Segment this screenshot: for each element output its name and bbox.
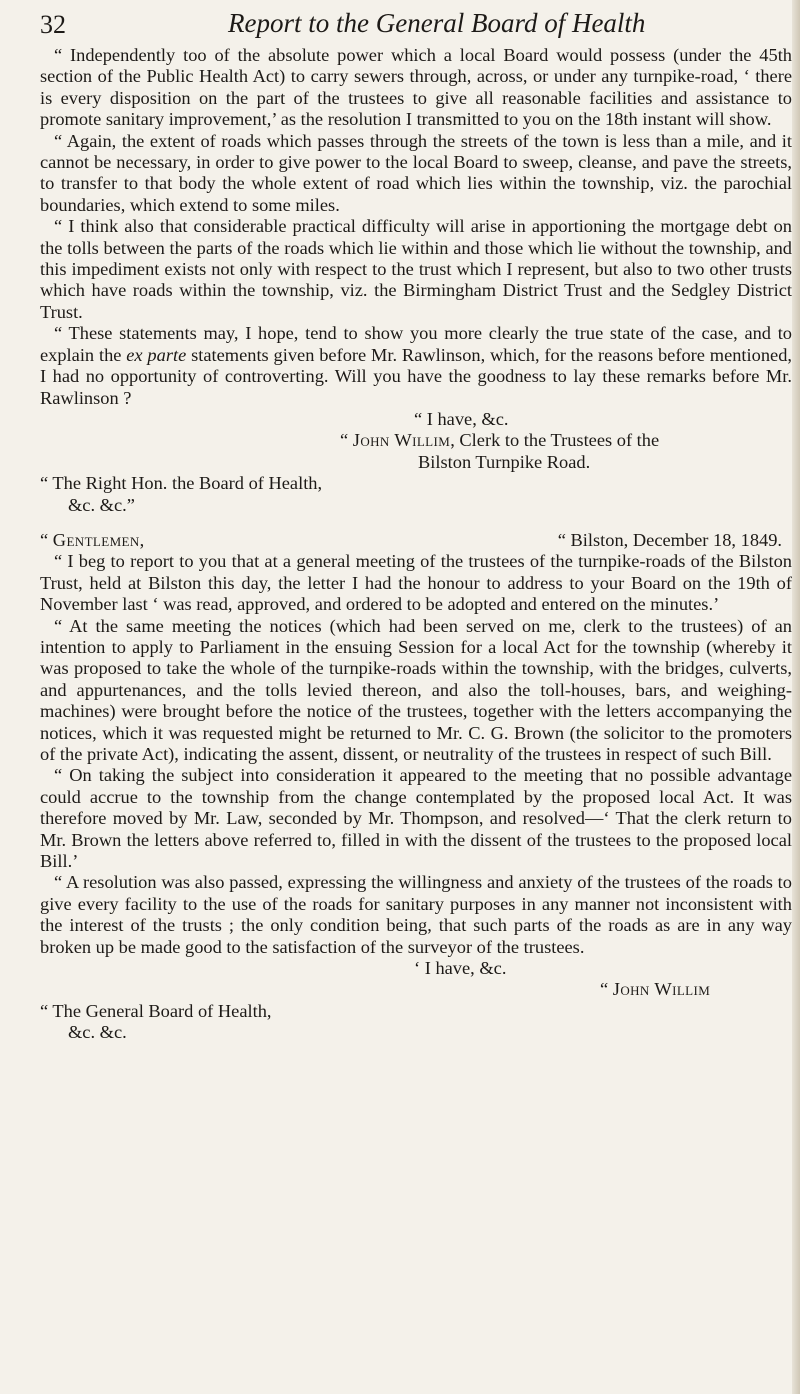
letter1-closing: “ I have, &c. <box>414 408 509 429</box>
letter1-signer-title: , Clerk to the Trustees of the <box>450 430 660 451</box>
letter2-paragraph-1: “ I beg to report to you that at a general meeting of the trustees of the turnpike-roads of the Bilston Trust, held at Bilston this day, the letter I had the honour to address to your Board on the 19th of November last ‘ was read, approved, and ordered to be adopted and entered on the minutes.’ <box>40 551 792 615</box>
letter1-signature <box>40 430 792 451</box>
running-title: Report to the General Board of Health <box>228 8 646 38</box>
letter2-paragraph-3: “ On taking the subject into consideration it appeared to the meeting that no possible advantage could accrue to the township from the change contemplated by the proposed local Act. It was therefore moved by Mr. Law, seconded by Mr. Thompson, and resolved—‘ That the clerk return to Mr. Brown the letters above referred to, filled in with the dissent of the trustees to the proposed local Bill.’ <box>40 765 792 872</box>
letter2-heading-row <box>40 530 792 551</box>
letter2-salutation-text: Gentlemen, <box>52 529 145 550</box>
letter2-closing: ‘ I have, &c. <box>414 958 507 979</box>
page-edge-shadow <box>792 0 800 1394</box>
letter2-salutation <box>40 530 145 551</box>
letter1-paragraph-4 <box>40 323 792 409</box>
letter1-signer-org: Bilston Turnpike Road. <box>418 451 591 472</box>
letter2-paragraph-2: “ At the same meeting the notices (which had been served on me, clerk to the trustees) of an intention to apply to Parliament in the ensuing Session for a local Act for the township (whereby it was proposed to take the whole of the turnpike-roads within the township, with the bridges, culverts, and appurtenances, and the tolls levied thereon, and also the toll-houses, bars, and weighing-machines) were brought before the notice of the trustees, together with the letters accompanying the notices, which it was requested might be returned to Mr. C. G. Brown (the solicitor to the promoters of the private Act), indicating the assent, dissent, or neutrality of the trustees in respect of such Bill. <box>40 615 792 764</box>
letter1-paragraph-4-part-a: “ These statements may, I hope, tend to show you more clearly the true state of the case, and to explain the <box>40 323 792 365</box>
ex-parte-italic: ex parte <box>126 344 187 365</box>
letter2-addressee: “ The General Board of Health, <box>40 1000 272 1021</box>
letter2-dateline: “ Bilston, December 18, 1849. <box>557 529 782 550</box>
letter1-paragraph-3: “ I think also that considerable practical difficulty will arise in apportioning the mortgage debt on the tolls between the parts of the roads which lie within and those which lie without the township, and this impediment exists not only with respect to the trust which I represent, but also to two other trusts which have roads within the township, viz. the Birmingham District Trust and the Sedgley District Trust. <box>40 216 792 322</box>
letter1-paragraph-1: “ Independently too of the absolute power which a local Board would possess (under the 45th section of the Public Health Act) to carry sewers through, across, or under any turnpike-road, ‘ there is every disposition on the part of the trustees to give all reasonable facilities and assistance to promote sanitary improvement,’ as the resolution I transmitted to you on the 18th instant will show. <box>40 45 792 130</box>
letter2-salutation-quote: “ <box>40 529 53 550</box>
letter1-paragraph-4-part-b: statements given before Mr. Rawlinson, which, for the reasons before mentioned, I had no opportunity of controverting. Will you have the goodness to lay these remarks before Mr. Rawlinson ? <box>40 344 792 408</box>
letter1-signature-quote: “ <box>340 430 353 451</box>
letter2-signature <box>40 979 792 1000</box>
letter2-addressee-etc: &c. &c. <box>68 1022 127 1043</box>
letter1-addressee-etc: &c. &c.” <box>68 494 135 515</box>
page-header <box>40 4 792 40</box>
letter2-signer-name: John Willim <box>612 979 711 1000</box>
letter1-addressee: “ The Right Hon. the Board of Health, <box>40 473 323 494</box>
letter1-paragraph-2: “ Again, the extent of roads which passes through the streets of the town is less than a mile, and it cannot be necessary, in order to give power to the local Board to sweep, cleanse, and pave the streets, to transfer to that body the whole extent of road which lies within the township, viz. the parochial boundaries, which extend to some miles. <box>40 130 792 215</box>
body-text <box>40 45 792 1044</box>
letter1-signer-name: John Willim <box>352 430 451 451</box>
document-page <box>40 0 792 1394</box>
page-number: 32 <box>40 10 66 39</box>
letter2-paragraph-4: “ A resolution was also passed, expressing the willingness and anxiety of the trustees of the roads to give every facility to the use of the roads for sanitary purposes in any manner not inconsistent with the interest of the trusts ; the only condition being, that such parts of the roads as are in any way broken up be made good to the satisfaction of the surveyor of the trustees. <box>40 872 792 957</box>
letter2-signature-quote: “ <box>600 979 613 1000</box>
